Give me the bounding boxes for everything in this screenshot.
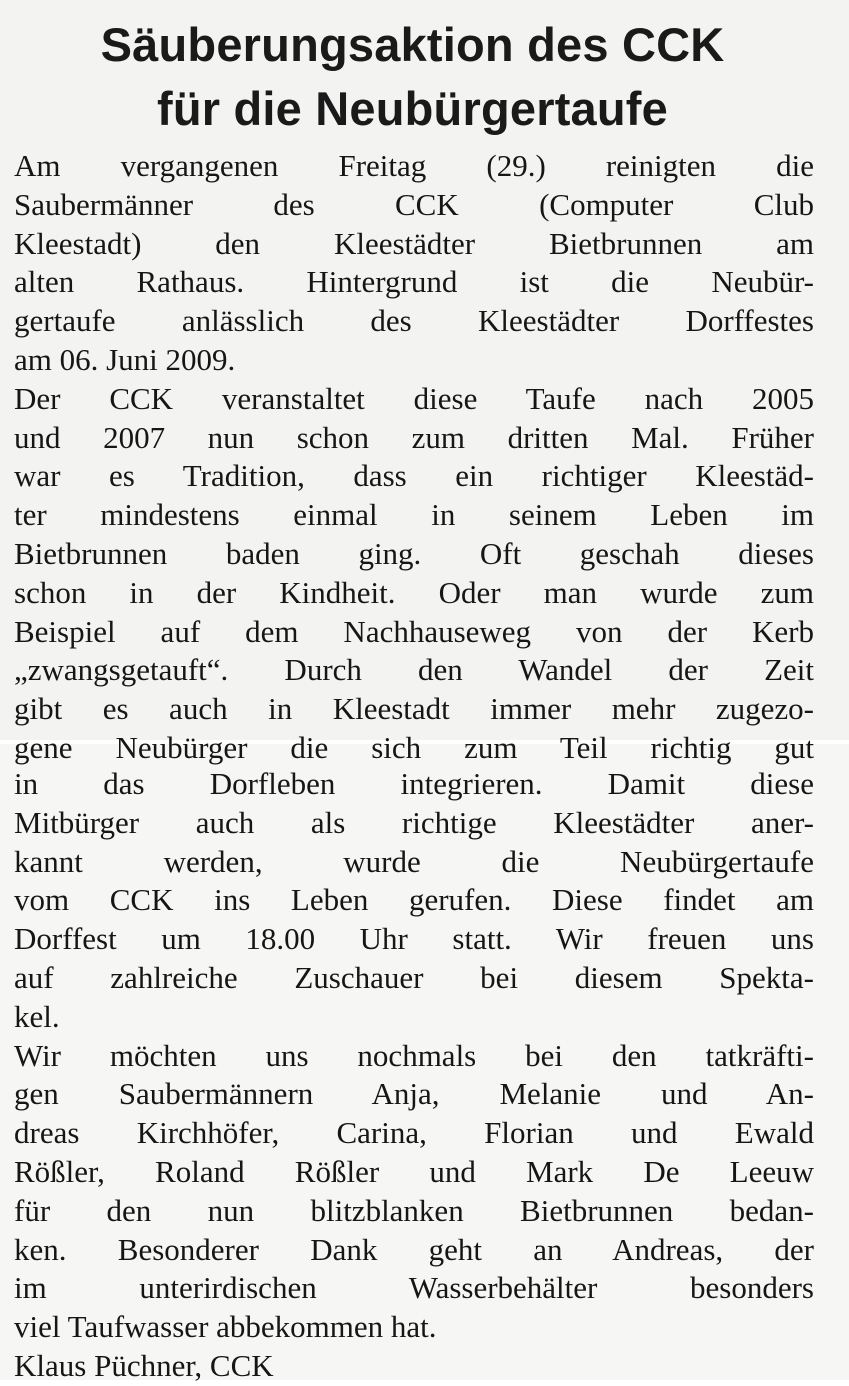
headline-line-2: für die Neubürgertaufe [156,82,668,135]
text-line: in das Dorfleben integrieren. Damit diese [14,766,814,801]
text-line: Bietbrunnen baden ging. Oft geschah dieses [14,535,814,571]
signature-line: Klaus Püchner, CCK [14,1347,274,1383]
text-line: Am vergangenen Freitag (29.) reinigten die [14,148,814,183]
text-line: gibt es auch in Kleestadt immer mehr zugezo- [14,691,814,727]
text-line: Der CCK veranstaltet diese Taufe nach 2005 [14,380,814,416]
text-line: Saubermänner des CCK (Computer Club [14,186,814,222]
text-line: Dorffest um 18.00 Uhr statt. Wir freuen uns [14,921,814,957]
text-line: ken. Besonderer Dank geht an Andreas, der [14,1231,814,1267]
article-text-block-2 [14,765,814,1386]
text-line: Rößler, Roland Rößler und Mark De Leeuw [14,1153,814,1189]
text-line: vom CCK ins Leben gerufen. Diese findet am [14,882,814,918]
text-line: Wir möchten uns nochmals bei den tatkräfti- [14,1037,814,1073]
text-line: im unterirdischen Wasserbehälter besonders [14,1270,814,1306]
text-line: viel Taufwasser abbekommen hat. [14,1309,437,1345]
text-line: kannt werden, wurde die Neubürgertaufe [14,843,814,879]
text-line: kel. [14,998,60,1034]
text-line: „zwangsgetauft“. Durch den Wandel der Zeit [14,652,814,688]
text-line: schon in der Kindheit. Oder man wurde zum [14,574,814,610]
text-line: gen Saubermännern Anja, Melanie und An- [14,1076,814,1112]
text-line: alten Rathaus. Hintergrund ist die Neubür- [14,264,814,300]
headline-line-1: Säuberungsaktion des CCK [100,18,725,71]
text-line: für den nun blitzblanken Bietbrunnen bedan- [14,1192,814,1228]
text-line: am 06. Juni 2009. [14,341,236,377]
text-line: dreas Kirchhöfer, Carina, Florian und Ewald [14,1115,814,1151]
text-line: und 2007 nun schon zum dritten Mal. Früher [14,419,814,455]
text-line: gene Neubürger die sich zum Teil richtig gut [14,729,814,765]
text-line: Mitbürger auch als richtige Kleestädter aner- [14,804,814,840]
text-line: gertaufe anlässlich des Kleestädter Dorffestes [14,303,814,339]
article-text-block-1 [14,147,814,768]
text-line: Kleestadt) den Kleestädter Bietbrunnen am [14,225,814,261]
text-line: war es Tradition, dass ein richtiger Kleestäd- [14,458,814,494]
text-line: ter mindestens einmal in seinem Leben im [14,497,814,533]
text-line: auf zahlreiche Zuschauer bei diesem Spekta- [14,959,814,995]
text-line: Beispiel auf dem Nachhauseweg von der Kerb [14,613,814,649]
